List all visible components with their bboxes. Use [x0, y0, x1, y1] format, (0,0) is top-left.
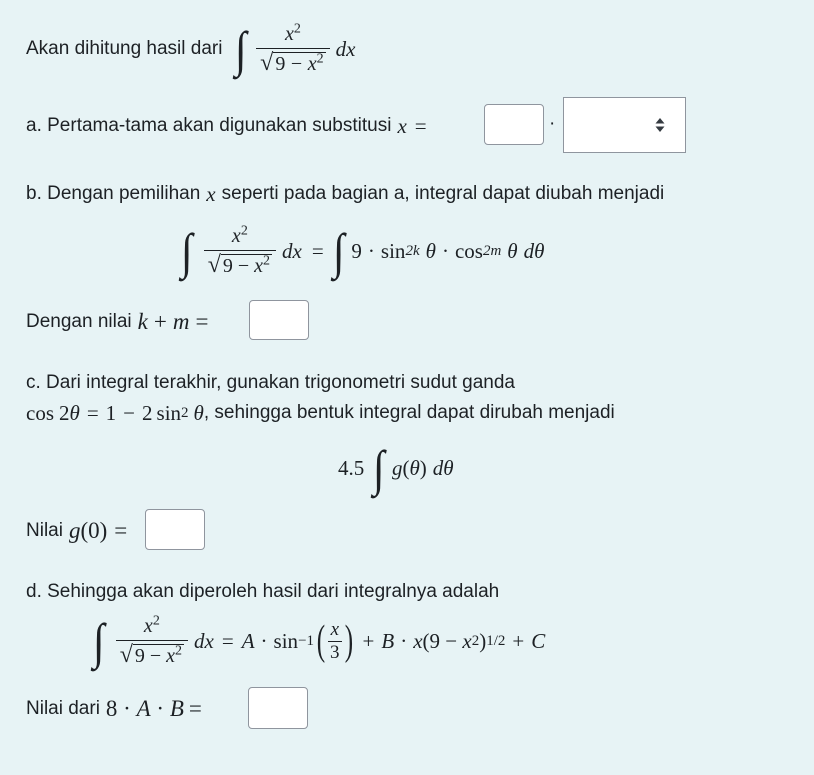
updown-arrows-icon [655, 117, 665, 133]
part-a-line: a. Pertama-tama akan digunakan substitusi x = [26, 113, 427, 138]
part-d-equation: ∫ $x^2$ √ $9 - x^2$ dx = A · sin −1 ( $\frac{x}{3}$ ) + B · x (9 − x 2 ) 1/2 + C [93, 613, 546, 669]
part-b-equation: ∫ $x^2$ √ $9 - x^2$ dx = ∫ 9 · sin 2k θ · cos 2m θ dθ [181, 223, 545, 279]
k-plus-m-input[interactable] [249, 300, 309, 340]
part-d-label: d. Sehingga akan diperoleh hasil dari integralnya adalah [26, 581, 500, 602]
part-c-line2: cos 2θ = 1 − 2 sin 2 θ , sehingga bentuk integral dapat dirubah menjadi [26, 400, 615, 425]
differential: dx [335, 36, 356, 61]
substitution-coefficient-input[interactable] [484, 104, 544, 145]
part-b-answer-line: Dengan nilai k + m = [26, 309, 209, 334]
intro-fraction: $x^2$ √ $9 - x^2$ [256, 23, 329, 75]
intro-line [26, 14, 355, 84]
integral-sign: ∫ [235, 21, 248, 77]
multiply-dot: · [549, 113, 556, 134]
g-zero-input[interactable] [145, 509, 205, 550]
part-d-answer-line: Nilai dari 8 · A · B = [26, 696, 202, 721]
intro-label: Akan dihitung hasil dari [26, 38, 223, 59]
part-b-line: b. Dengan pemilihan x seperti pada bagian a, integral dapat diubah menjadi [26, 181, 665, 206]
part-c-answer-line: Nilai g (0) = [26, 518, 128, 543]
part-c-line1: c. Dari integral terakhir, gunakan trigonometri sudut ganda [26, 372, 515, 393]
eight-a-b-input[interactable] [248, 687, 308, 729]
substitution-function-select[interactable] [563, 97, 686, 153]
part-a-label: a. Pertama-tama akan digunakan substitusi [26, 115, 392, 136]
part-c-display: 4.5 ∫ g (θ) dθ [338, 440, 454, 496]
